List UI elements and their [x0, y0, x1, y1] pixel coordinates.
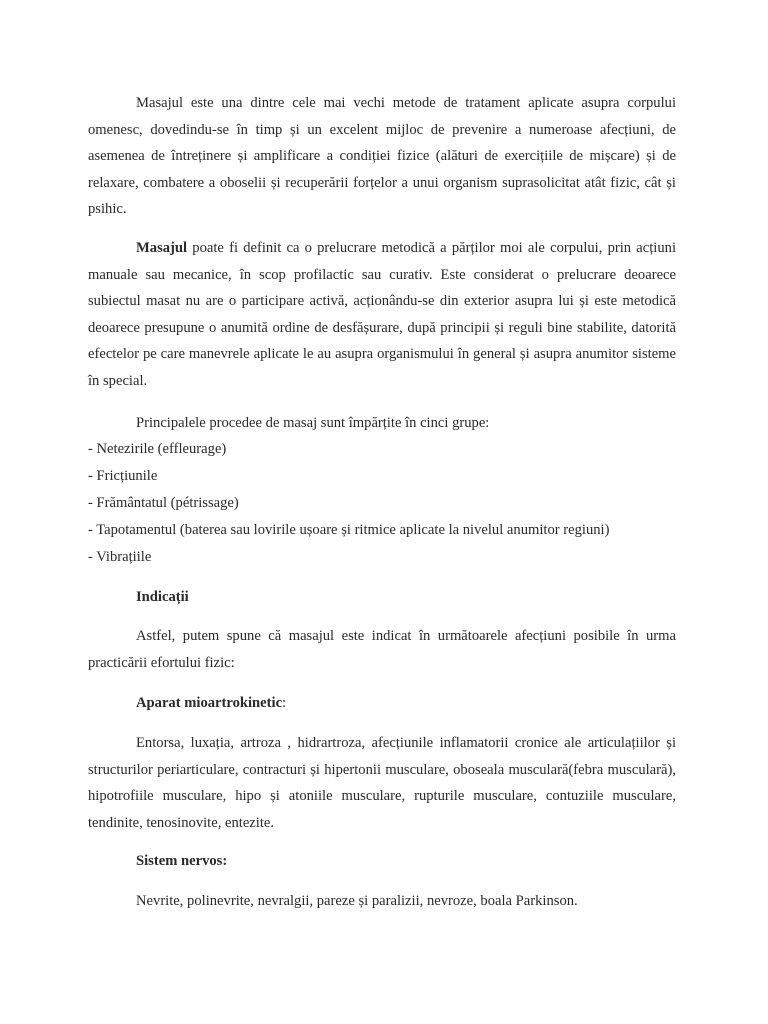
section-heading-musculoskeletal [136, 690, 736, 717]
list-item: - Vibrațiile [88, 549, 152, 565]
section-heading-colon: : [282, 695, 287, 711]
indications-heading: Indicații [136, 589, 189, 605]
nervous-paragraph: Nevrite, polinevrite, nevralgii, pareze și paralizii, nevroze, boala Parkinson. [136, 893, 578, 909]
musculoskeletal-paragraph: Entorsa, luxația, artroza , hidrartroza, afecțiunile inflamatorii cronice ale articulațiilor și structurilor periarticulare, contracturi și hipertonii musculare, oboseala musculară(febra musculară), hipotrofiile musculare, hipo și atoniile musculare, rupturile musculare, contuziile musculare, tendinite, tenosinovite, entezite. [88, 735, 676, 831]
procedures-intro: Principalele procedee de masaj sunt împărțite în cinci grupe: [136, 415, 490, 431]
definition-paragraph [88, 235, 676, 395]
section-heading-text: Aparat mioartrokinetic [136, 695, 283, 711]
definition-term: Masajul [136, 240, 188, 256]
section-heading-nervous: Sistem nervos: [136, 853, 228, 869]
list-item: - Frământatul (pétrissage) [88, 495, 239, 511]
definition-text: poate fi definit ca o prelucrare metodică a părților moi ale corpului, prin acțiuni manuale sau mecanice, în scop profilactic sau curativ. Este considerat o prelucrare deoarece subiectul masat nu are o participare activă, acționându-se din exterior asupra lui și este metodică deoarece presupune o anumită ordine de desfășurare, după principii și reguli bine stabilite, datorită efectelor pe care manevrele aplicate le au asupra organismului în general și asupra anumitor sisteme în special. [88, 240, 676, 389]
list-item: - Tapotamentul (baterea sau lovirile ușoare și ritmice aplicate la nivelul anumitor regiuni) [88, 522, 610, 538]
list-item: - Fricțiunile [88, 468, 158, 484]
list-item: - Netezirile (effleurage) [88, 441, 227, 457]
intro-paragraph: Masajul este una dintre cele mai vechi metode de tratament aplicate asupra corpului omenesc, dovedindu-se în timp și un excelent mijloc de prevenire a numeroase afecțiuni, de asemenea de întreținere și amplificare a condiției fizice (alături de exercițiile de mișcare) și de relaxare, combatere a oboselii și recuperării forțelor a unui organism suprasolicitat atât fizic, cât și psihic. [88, 95, 676, 218]
indications-paragraph: Astfel, putem spune că masajul este indicat în următoarele afecțiuni posibile în urma practicării efortului fizic: [88, 628, 676, 671]
